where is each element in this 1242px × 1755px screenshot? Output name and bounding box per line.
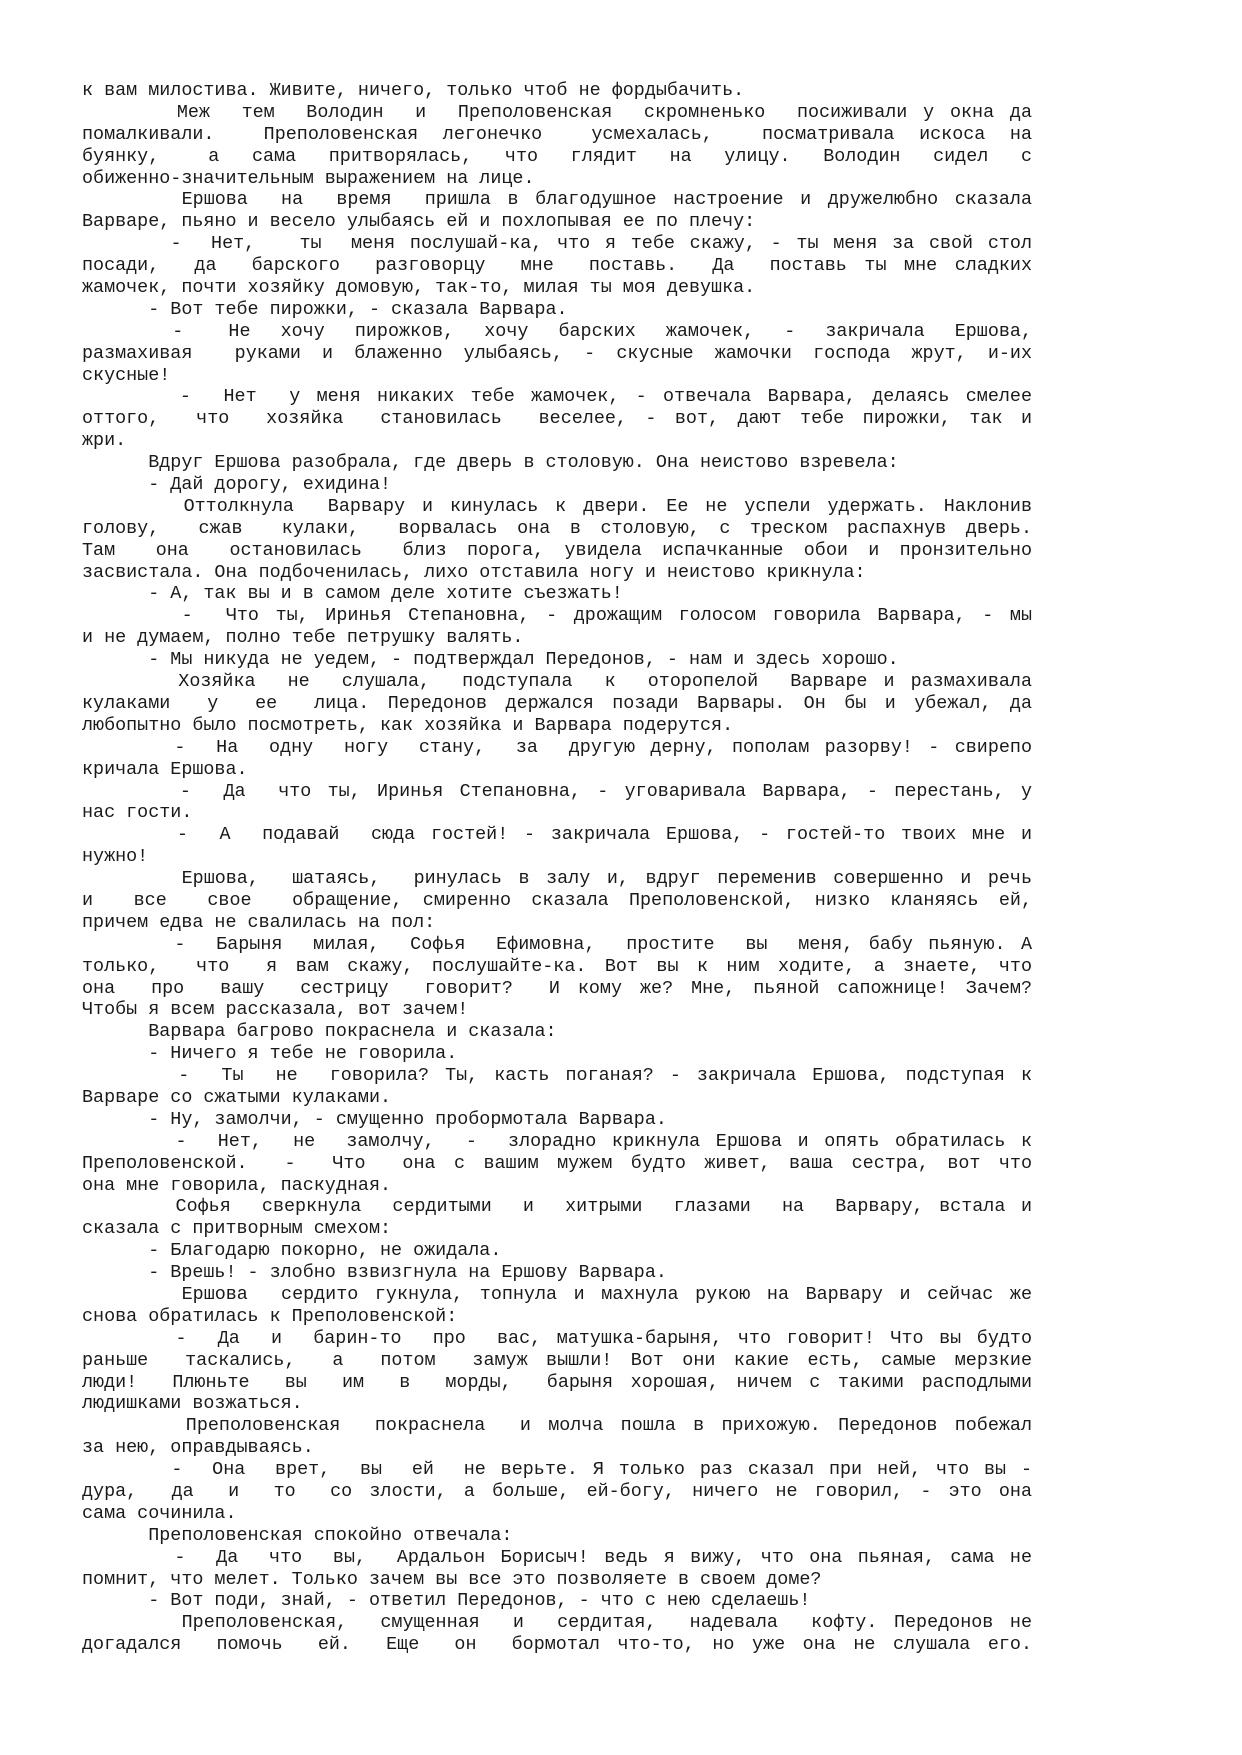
text-line: к вам милостива. Живите, ничего, только чтоб не фордыбачить. <box>82 80 745 101</box>
text-line: людишками возжаться. <box>82 1393 303 1415</box>
text-line: она мне говорила, паскудная. <box>82 1174 392 1196</box>
text-line: - Вот тебе пирожки, - сказала Варвара. <box>82 298 568 320</box>
text-line: - Ты не говорила? Ты, касть поганая? - закричала Ершова, подступая к <box>82 1065 1032 1087</box>
text-line: любопытно было посмотреть, как хозяйка и Варвара подерутся. <box>82 714 734 736</box>
text-line: кричала Ершова. <box>82 758 248 780</box>
text-line: скусные! <box>82 364 171 386</box>
text-line: оттого, что хозяйка становилась веселее, - вот, дают тебе пирожки, так и <box>82 408 1032 430</box>
text-line: Преполовенская спокойно отвечала: <box>82 1524 513 1546</box>
text-line: помалкивали. Преполовенская легонечко усмехалась, посматривала искоса на <box>82 123 1032 145</box>
text-line: Варваре, пьяно и весело улыбаясь ей и похлопывая ее по плечу: <box>82 211 756 233</box>
text-line: Ершова сердито гукнула, топнула и махнула рукою на Варвару и сейчас же <box>82 1283 1032 1305</box>
text-line: Варваре со сжатыми кулаками. <box>82 1086 392 1108</box>
text-line: - Что ты, Иринья Степановна, - дрожащим голосом говорила Варвара, - мы <box>82 605 1032 627</box>
text-line: Ершова на время пришла в благодушное настроение и дружелюбно сказала <box>82 189 1032 211</box>
text-line: Ершова, шатаясь, ринулась в залу и, вдруг переменив совершенно и речь <box>82 868 1032 890</box>
text-line: - Нет, не замолчу, - злорадно крикнула Ершова и опять обратилась к <box>82 1130 1032 1152</box>
text-line: нужно! <box>82 846 149 868</box>
text-line: обиженно-значительным выражением на лице. <box>82 167 535 189</box>
text-line: Хозяйка не слушала, подступала к оторопелой Варваре и размахивала <box>82 671 1032 693</box>
text-line: - А подавай сюда гостей! - закричала Ершова, - гостей-то твоих мне и <box>82 824 1032 846</box>
text-line: и не думаем, полно тебе петрушку валять. <box>82 627 524 649</box>
text-line: засвистала. Она подбоченилась, лихо отставила ногу и неистово крикнула: <box>82 561 866 583</box>
text-line: - Да что вы, Ардальон Борисыч! ведь я вижу, что она пьяная, сама не <box>82 1546 1032 1568</box>
text-line: жри. <box>82 430 127 452</box>
text-line: кулаками у ее лица. Передонов держался позади Варвары. Он бы и убежал, да <box>82 692 1032 714</box>
text-line: - Да что ты, Иринья Степановна, - уговаривала Варвара, - перестань, у <box>82 780 1032 802</box>
document-page <box>82 80 1032 1656</box>
text-line: сказала с притворным смехом: <box>82 1218 392 1240</box>
text-line: за нею, оправдываясь. <box>82 1437 314 1459</box>
text-line: Преполовенская покраснела и молча пошла в прихожую. Передонов побежал <box>82 1415 1032 1437</box>
text-line: Варвара багрово покраснела и сказала: <box>82 1021 557 1043</box>
text-line: - Не хочу пирожков, хочу барских жамочек, - закричала Ершова, <box>82 320 1032 342</box>
text-line: Меж тем Володин и Преполовенская скромненько посиживали у окна да <box>82 101 1032 123</box>
text-line: - Она врет, вы ей не верьте. Я только раз сказал при ней, что вы - <box>82 1459 1032 1481</box>
text-line: - Барыня милая, Софья Ефимовна, простите вы меня, бабу пьяную. А <box>82 933 1032 955</box>
text-line: размахивая руками и блаженно улыбаясь, - скусные жамочки господа жрут, и-их <box>82 342 1032 364</box>
text-line: Преполовенской. - Что она с вашим мужем будто живет, ваша сестра, вот что <box>82 1152 1032 1174</box>
text-line: снова обратилась к Преполовенской: <box>82 1305 458 1327</box>
text-line: Вдруг Ершова разобрала, где дверь в столовую. Она неистово взревела: <box>82 452 899 474</box>
text-line: догадался помочь ей. Еще он бормотал что-то, но уже она не слушала его. <box>82 1634 1032 1656</box>
text-line: - Дай дорогу, ехидина! <box>82 474 392 496</box>
text-line: сама сочинила. <box>82 1502 237 1524</box>
text-line: дура, да и то со злости, а больше, ей-богу, ничего не говорил, - это она <box>82 1481 1032 1502</box>
text-line: - Врешь! - злобно взвизгнула на Ершову Варвара. <box>82 1262 667 1284</box>
text-line: голову, сжав кулаки, ворвалась она в столовую, с треском распахнув дверь. <box>82 517 1032 539</box>
text-line: - Благодарю покорно, не ожидала. <box>82 1240 502 1262</box>
text-line: - На одну ногу стану, за другую дерну, пополам разорву! - свирепо <box>82 736 1032 758</box>
text-line: она про вашу сестрицу говорит? И кому же? Мне, пьяной сапожнице! Зачем? <box>82 977 1032 999</box>
text-line: Оттолкнула Варвару и кинулась к двери. Ее не успели удержать. Наклонив <box>82 495 1032 517</box>
text-line: Там она остановилась близ порога, увидела испачканные обои и пронзительно <box>82 539 1032 561</box>
text-line: только, что я вам скажу, послушайте-ка. Вот вы к ним ходите, а знаете, что <box>82 955 1032 977</box>
text-line: - Ну, замолчи, - смущенно пробормотала Варвара. <box>82 1108 667 1130</box>
text-line: - Мы никуда не уедем, - подтверждал Передонов, - нам и здесь хорошо. <box>82 649 899 671</box>
text-line: буянку, а сама притворялась, что глядит на улицу. Володин сидел с <box>82 145 1032 167</box>
text-line: - Нет у меня никаких тебе жамочек, - отвечала Варвара, делаясь смелее <box>82 386 1032 408</box>
text-line: - А, так вы и в самом деле хотите съезжать! <box>82 583 623 605</box>
text-line: - Нет, ты меня послушай-ка, что я тебе скажу, - ты меня за свой стол <box>82 233 1032 255</box>
text-line: причем едва не свалилась на пол: <box>82 911 436 933</box>
text-line: Преполовенская, смущенная и сердитая, надевала кофту. Передонов не <box>82 1612 1032 1634</box>
text-line: - Вот поди, знай, - ответил Передонов, - что с нею сделаешь! <box>82 1590 811 1612</box>
text-line: помнит, что мелет. Только зачем вы все это позволяете в своем доме? <box>82 1568 822 1590</box>
text-line: и все свое обращение, смиренно сказала Преполовенской, низко кланяясь ей, <box>82 889 1032 911</box>
text-line: люди! Плюньте вы им в морды, барыня хорошая, ничем с такими расподлыми <box>82 1371 1032 1393</box>
text-line: жамочек, почти хозяйку домовую, так-то, милая ты моя девушка. <box>82 277 756 299</box>
text-line: Чтобы я всем рассказала, вот зачем! <box>82 999 469 1021</box>
text-line: посади, да барского разговорцу мне поставь. Да поставь ты мне сладких <box>82 255 1032 277</box>
text-line: - Да и барин-то про вас, матушка-барыня, что говорит! Что вы будто <box>82 1327 1032 1349</box>
text-line: нас гости. <box>82 802 193 824</box>
text-line: Софья сверкнула сердитыми и хитрыми глазами на Варвару, встала и <box>82 1196 1032 1218</box>
text-line: - Ничего я тебе не говорила. <box>82 1043 458 1065</box>
text-line: раньше таскались, а потом замуж вышли! Вот они какие есть, самые мерзкие <box>82 1349 1032 1371</box>
